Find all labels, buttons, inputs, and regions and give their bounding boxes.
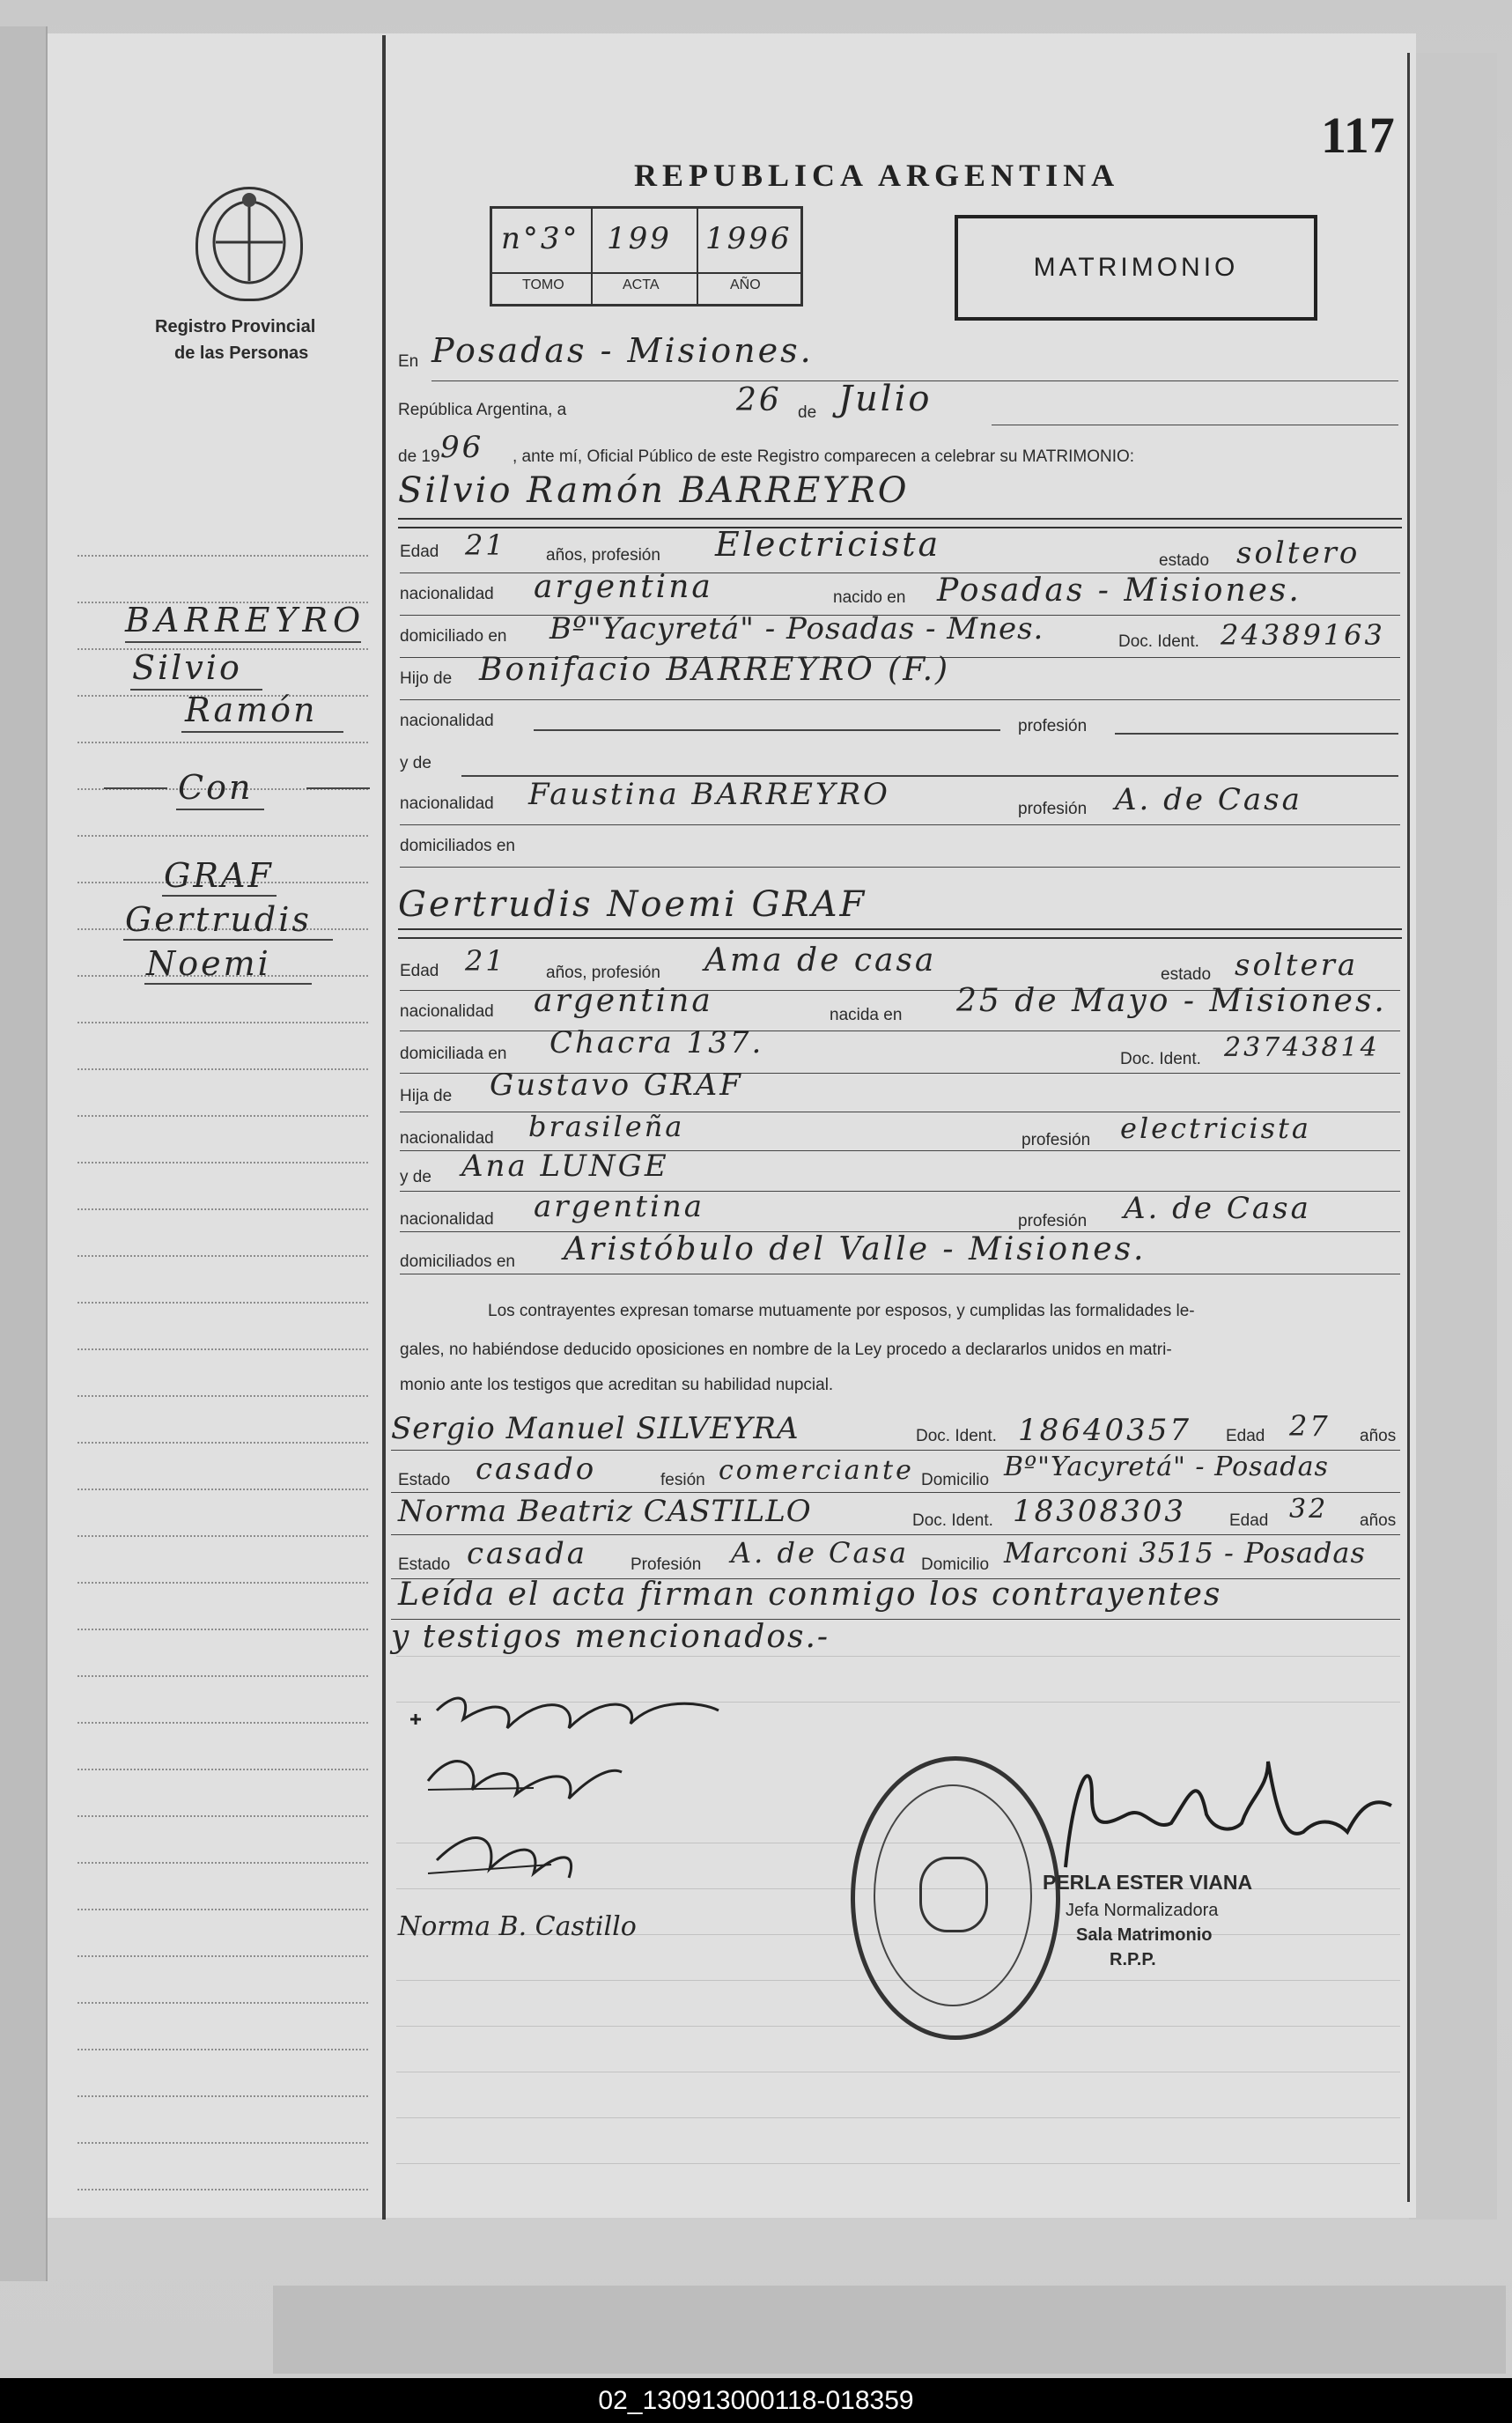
witness1-doc-label: Doc. Ident.: [916, 1427, 997, 1445]
witness-signature: Norma B. Castillo: [398, 1911, 637, 1942]
bride-mother: Ana LUNGE: [461, 1149, 669, 1184]
bride-nacida-label: nacida en: [830, 1006, 903, 1024]
groom-age: 21: [465, 528, 506, 562]
next-page-edge: [1409, 53, 1497, 2220]
groom-estado-label: estado: [1159, 551, 1210, 570]
witness1-anos-label: años: [1360, 1427, 1397, 1445]
groom-father: Bonifacio BARREYRO (F.): [479, 652, 951, 688]
contrayentes-signatures: [402, 1684, 736, 1922]
year-prefix: de 19: [398, 447, 440, 466]
margin-bride-surname: GRAF: [164, 856, 274, 895]
groom-doc-label: Doc. Ident.: [1118, 632, 1199, 651]
officer-name: PERLA ESTER VIANA: [1043, 1871, 1253, 1894]
de-label: de: [798, 403, 817, 422]
groom-anos-prof-label: años, profesión: [546, 546, 660, 565]
witness2-edad-label: Edad: [1229, 1511, 1269, 1530]
bride-age: 21: [465, 944, 506, 978]
witness1-prof-label: fesión: [660, 1471, 705, 1489]
page-number: 117: [1321, 107, 1395, 164]
witness2-anos-label: años: [1360, 1511, 1397, 1530]
witness1-domicile: Bº"Yacyretá" - Posadas: [1004, 1452, 1329, 1482]
witness2-estado-label: Estado: [398, 1555, 451, 1574]
witness1-domicilio-label: Domicilio: [921, 1471, 990, 1489]
witness1-profession: comerciante: [719, 1455, 914, 1486]
groom-nac1-label: nacionalidad: [400, 712, 494, 730]
bride-doc: 23743814: [1224, 1032, 1380, 1063]
groom-yde-label: y de: [400, 754, 431, 772]
witness2-domicilio-label: Domicilio: [921, 1555, 990, 1574]
officer-signature: [1057, 1744, 1409, 1885]
groom-hijo-label: Hijo de: [400, 669, 453, 688]
bride-anos-prof-label: años, profesión: [546, 964, 660, 982]
margin-bride-second: Noemi: [146, 944, 271, 983]
republica-label: República Argentina, a: [398, 401, 567, 419]
closing-line2: y testigos mencionados.-: [391, 1619, 830, 1655]
ano-label: AÑO: [730, 277, 761, 292]
bride-name: Gertrudis Noemi GRAF: [398, 884, 867, 925]
tomo-label: TOMO: [522, 277, 564, 292]
groom-birthplace: Posadas - Misiones.: [937, 573, 1302, 609]
margin-con: Con: [178, 768, 254, 807]
declaration-line2: gales, no habiéndose deducido oposiciones en nombre de la Ley procedo a declararlos unidos en matri-: [400, 1341, 1172, 1359]
bride-profession: Ama de casa: [704, 942, 937, 979]
bride-estado-label: estado: [1161, 965, 1212, 984]
witness2-age: 32: [1289, 1494, 1329, 1525]
bride-father-profession: electricista: [1120, 1112, 1311, 1145]
bride-mother-nationality: argentina: [534, 1189, 705, 1224]
bride-hija-label: Hija de: [400, 1087, 453, 1105]
binding-spine: [0, 26, 48, 2281]
witness2-domicile: Marconi 3515 - Posadas: [1004, 1536, 1366, 1570]
acta-label: ACTA: [623, 277, 660, 292]
bride-estado: soltera: [1235, 948, 1359, 983]
witness1-name: Sergio Manuel SILVEYRA: [391, 1411, 800, 1446]
margin-groom-first: Silvio: [132, 648, 242, 687]
declaration-line1: Los contrayentes expresan tomarse mutuamente por esposos, y cumplidas las formalidades le-: [488, 1302, 1195, 1320]
officer-title: Jefa Normalizadora: [1066, 1901, 1219, 1920]
bride-father: Gustavo GRAF: [490, 1067, 743, 1103]
document-title: REPUBLICA ARGENTINA: [634, 158, 1120, 193]
bride-nac1-label: nacionalidad: [400, 1129, 494, 1148]
acta-value: 199: [607, 221, 672, 256]
coat-of-arms-icon: [195, 187, 303, 301]
witness2-profession: A. de Casa: [731, 1536, 910, 1570]
footer-bar: [0, 2378, 1512, 2423]
margin-bride-first: Gertrudis: [125, 900, 312, 939]
groom-nacido-label: nacido en: [833, 588, 906, 607]
witness2-doc-label: Doc. Ident.: [912, 1511, 993, 1530]
bride-father-nationality: brasileña: [528, 1110, 685, 1143]
year-suffix: 96: [440, 430, 484, 465]
matrimonio-box: MATRIMONIO: [955, 215, 1317, 321]
witness2-name: Norma Beatriz CASTILLO: [398, 1494, 812, 1529]
witness2-estado: casada: [467, 1536, 588, 1571]
groom-nacionalidad-label: nacionalidad: [400, 585, 494, 603]
intro-sentence: , ante mí, Oficial Público de este Registro comparecen a celebrar su MATRIMONIO:: [513, 447, 1135, 466]
officer-org: R.P.P.: [1110, 1950, 1156, 1969]
bride-edad-label: Edad: [400, 962, 439, 980]
officer-dept: Sala Matrimonio: [1076, 1925, 1213, 1945]
bride-name-rule: [398, 928, 1402, 939]
bride-prof2-label: profesión: [1018, 1212, 1088, 1230]
groom-domiciliados-label: domiciliados en: [400, 837, 515, 855]
groom-mother: Faustina BARREYRO: [528, 777, 890, 812]
bride-prof1-label: profesión: [1022, 1131, 1091, 1149]
registry-name-line2: de las Personas: [174, 344, 309, 363]
seal-emblem-icon: [919, 1857, 988, 1932]
tomo-value: n°3°: [501, 221, 580, 256]
day: 26: [736, 382, 782, 418]
tomo-acta-ano-box: [490, 206, 803, 307]
groom-prof2-label: profesión: [1018, 800, 1088, 818]
groom-name: Silvio Ramón BARREYRO: [398, 470, 910, 511]
witness1-edad-label: Edad: [1226, 1427, 1265, 1445]
closing-line1: Leída el acta firman conmigo los contrayentes: [398, 1577, 1222, 1613]
declaration-line3: monio ante los testigos que acreditan su habilidad nupcial.: [400, 1376, 834, 1394]
bride-parents-domicile: Aristóbulo del Valle - Misiones.: [564, 1231, 1147, 1267]
bride-yde-label: y de: [400, 1168, 431, 1186]
month: Julio: [838, 379, 933, 419]
bride-doc-label: Doc. Ident.: [1120, 1050, 1201, 1068]
bride-domicile: Chacra 137.: [549, 1025, 764, 1060]
witness1-doc: 18640357: [1018, 1413, 1192, 1448]
groom-mother-profession: A. de Casa: [1115, 782, 1302, 817]
margin-groom-surname: BARREYRO: [125, 601, 366, 639]
groom-estado: soltero: [1236, 536, 1361, 571]
groom-edad-label: Edad: [400, 543, 439, 561]
en-label: En: [398, 352, 419, 371]
groom-domiciliado-label: domiciliado en: [400, 627, 507, 646]
groom-doc: 24389163: [1221, 618, 1385, 652]
groom-nationality: argentina: [534, 569, 713, 605]
margin-groom-second: Ramón: [185, 691, 318, 729]
groom-domicile: Bº"Yacyretá" - Posadas - Mnes.: [549, 611, 1044, 646]
bride-domiciliada-label: domiciliada en: [400, 1045, 507, 1063]
groom-prof1-label: profesión: [1018, 717, 1088, 735]
bride-birthplace: 25 de Mayo - Misiones.: [956, 983, 1387, 1019]
registry-name-line1: Registro Provincial: [155, 317, 316, 336]
groom-nac2-label: nacionalidad: [400, 794, 494, 813]
bride-nationality: argentina: [534, 983, 713, 1019]
ano-value: 1996: [705, 221, 793, 256]
witness1-estado-label: Estado: [398, 1471, 451, 1489]
footer-id: 02_130913000118-018359: [598, 2385, 914, 2415]
bride-domiciliados-label: domiciliados en: [400, 1252, 515, 1271]
place: Posadas - Misiones.: [431, 331, 814, 370]
bride-mother-profession: A. de Casa: [1124, 1191, 1311, 1226]
witness2-doc: 18308303: [1013, 1494, 1187, 1529]
groom-profession: Electricista: [715, 525, 941, 564]
witness2-prof-label: Profesión: [631, 1555, 702, 1574]
witness1-age: 27: [1289, 1409, 1331, 1443]
bride-nacionalidad-label: nacionalidad: [400, 1002, 494, 1021]
page-bottom-shadow: [273, 2286, 1506, 2374]
bride-nac2-label: nacionalidad: [400, 1210, 494, 1229]
witness1-estado: casado: [476, 1452, 597, 1487]
